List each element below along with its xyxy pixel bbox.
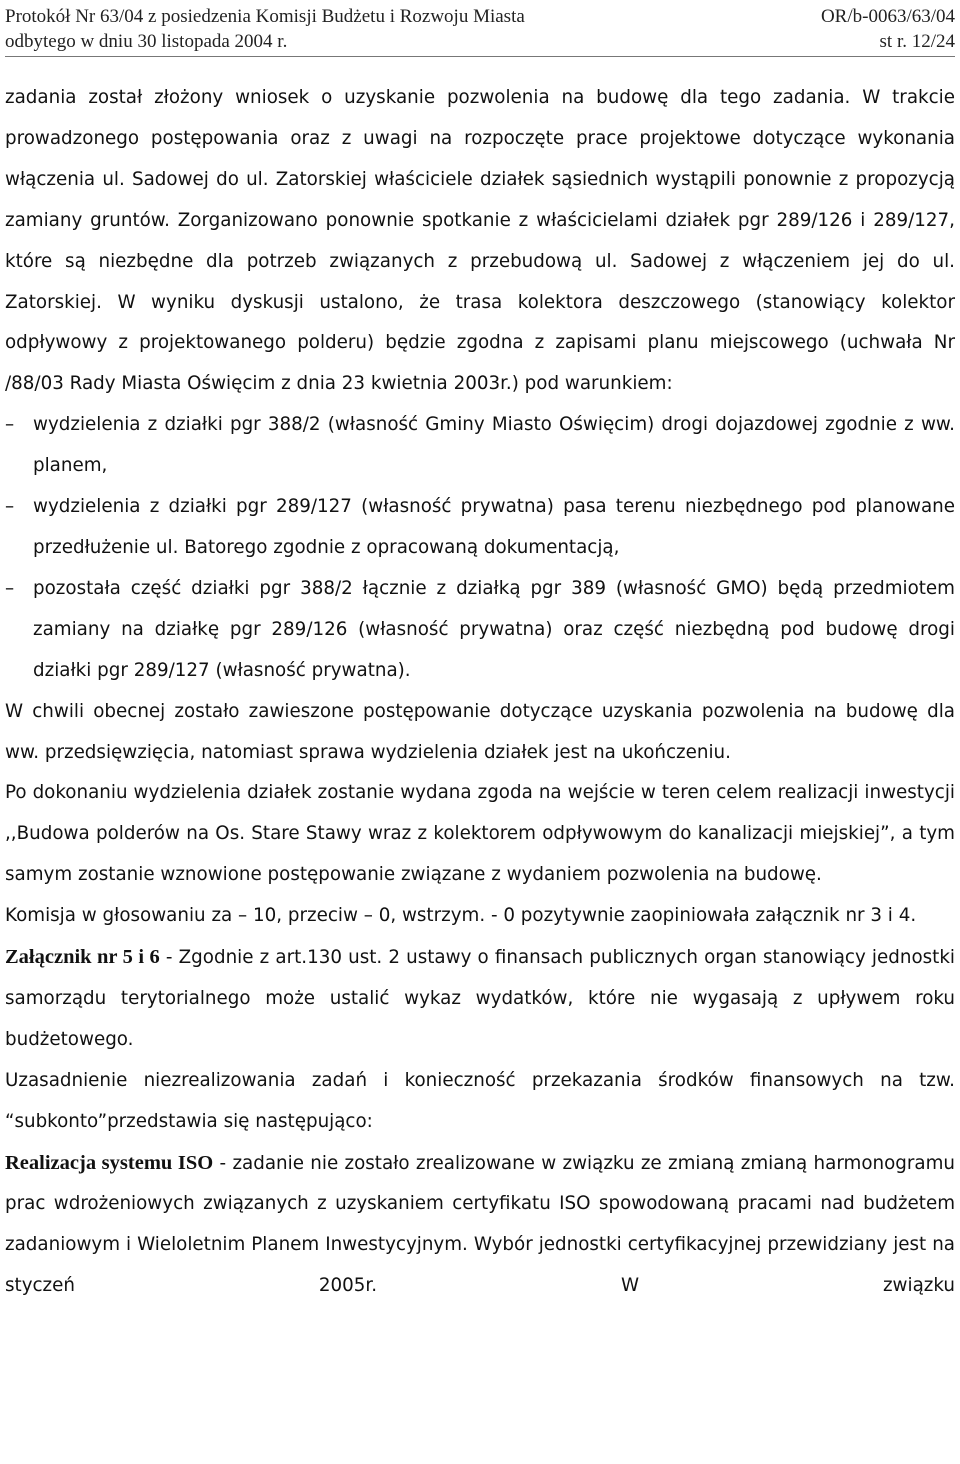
- header-row-bottom: [5, 29, 955, 54]
- list-item: [5, 405, 955, 487]
- dash-bullet: –: [5, 577, 15, 599]
- paragraph-1: zadania został złożony wniosek o uzyskanie pozwolenia na budowę dla tego zadania. W trakcie prowadzonego postępowania oraz z uwagi na rozpoczęte prace projektowe dotyczące wykonania włączenia ul. Sadowej do ul. Zatorskiej właściciele działek sąsiednich wystąpili ponownie z propozycją zamiany gruntów. Zorganizowano ponownie spotkanie z właścicielami działek pgr 289/126 i 289/127, które są niezbędne dla potrzeb związanych z przebudową ul. Sadowej z włączeniem jej do ul. Zatorskiej. W wyniku dyskusji ustalono, że trasa kolektora deszczowego (stanowiący kolektor odpływowy z projektowanego polderu) będzie zgodna z zapisami planu miejscowego (uchwała Nr /88/03 Rady Miasta Oświęcim z dnia 23 kwietnia 2003r.) pod warunkiem:: [5, 87, 955, 395]
- document-body: [5, 78, 955, 1307]
- meeting-date: odbytego w dniu 30 listopada 2004 r.: [5, 31, 288, 52]
- document-reference: OR/b-0063/63/04: [820, 6, 955, 27]
- list-item: [5, 569, 955, 692]
- paragraph-7: [5, 1143, 955, 1308]
- paragraph-2: W chwili obecnej zostało zawieszone postępowanie dotyczące uzyskania pozwolenia na budowę dla ww. przedsięwzięcia, natomiast sprawa wydzielenia działek jest na ukończeniu.: [5, 700, 955, 763]
- dash-bullet: –: [5, 414, 15, 436]
- paragraph-5-text: - Zgodnie z art.130 ust. 2 ustawy o finansach publicznych organ stanowiący jednostki samorządu terytorialnego może ustalić wykaz wydatków, które nie wygasają z upływem roku budżetowego.: [5, 947, 955, 1050]
- list-item-text: wydzielenia z działki pgr 289/127 (własność prywatna) pasa terenu niezbędnego pod planowane przedłużenie ul. Batorego zgodnie z opracowaną dokumentacją,: [33, 496, 955, 558]
- list-item: [5, 487, 955, 569]
- attachment-heading: Załącznik nr 5 i 6: [5, 946, 160, 969]
- paragraph-3: Po dokonaniu wydzielenia działek zostanie wydana zgoda na wejście w teren celem realizacji inwestycji ,,Budowa polderów na Os. Stare Stawy wraz z kolektorem odpływowym do kanalizacji miejskiej”, a tym samym zostanie wznowione postępowanie związane z wydaniem pozwolenia na budowę.: [5, 782, 955, 886]
- page-header: [5, 4, 955, 57]
- document-title: Protokół Nr 63/04 z posiedzenia Komisji Budżetu i Rozwoju Miasta: [5, 6, 525, 27]
- paragraph-5: [5, 937, 955, 1061]
- header-row-top: [5, 4, 955, 29]
- list-item-text: wydzielenia z działki pgr 388/2 (własność Gminy Miasto Oświęcim) drogi dojazdowej zgodnie z ww. planem,: [33, 414, 955, 477]
- iso-heading: Realizacja systemu ISO: [5, 1151, 214, 1174]
- list-item-text: pozostała część działki pgr 388/2 łącznie z działką pgr 389 (własność GMO) będą przedmiotem zamiany na działkę pgr 289/126 (własność prywatna) oraz część niezbędną pod budowę drogi działki pgr 289/127 (własność prywatna).: [33, 577, 955, 681]
- dash-bullet: –: [5, 496, 15, 518]
- paragraph-7-text: - zadanie nie zostało zrealizowane w związku ze zmianą zmianą harmonogramu prac wdrożeniowych związanych z uzyskaniem certyfikatu ISO spowodowaną pracami nad budżetem zadaniowym i Wieloletnim Planem Inwestycyjnym. Wybór jednostki certyfikacyjnej przewidziany jest na styczeń 2005r. W związku: [5, 1152, 955, 1297]
- paragraph-4: Komisja w głosowaniu za – 10, przeciw – 0, wstrzym. - 0 pozytywnie zaopiniowała załącznik nr 3 i 4.: [5, 905, 917, 927]
- paragraph-6: Uzasadnienie niezrealizowania zadań i konieczność przekazania środków finansowych na tzw. “subkonto”przedstawia się następująco:: [5, 1069, 955, 1132]
- page-number: st r. 12/24: [879, 31, 955, 52]
